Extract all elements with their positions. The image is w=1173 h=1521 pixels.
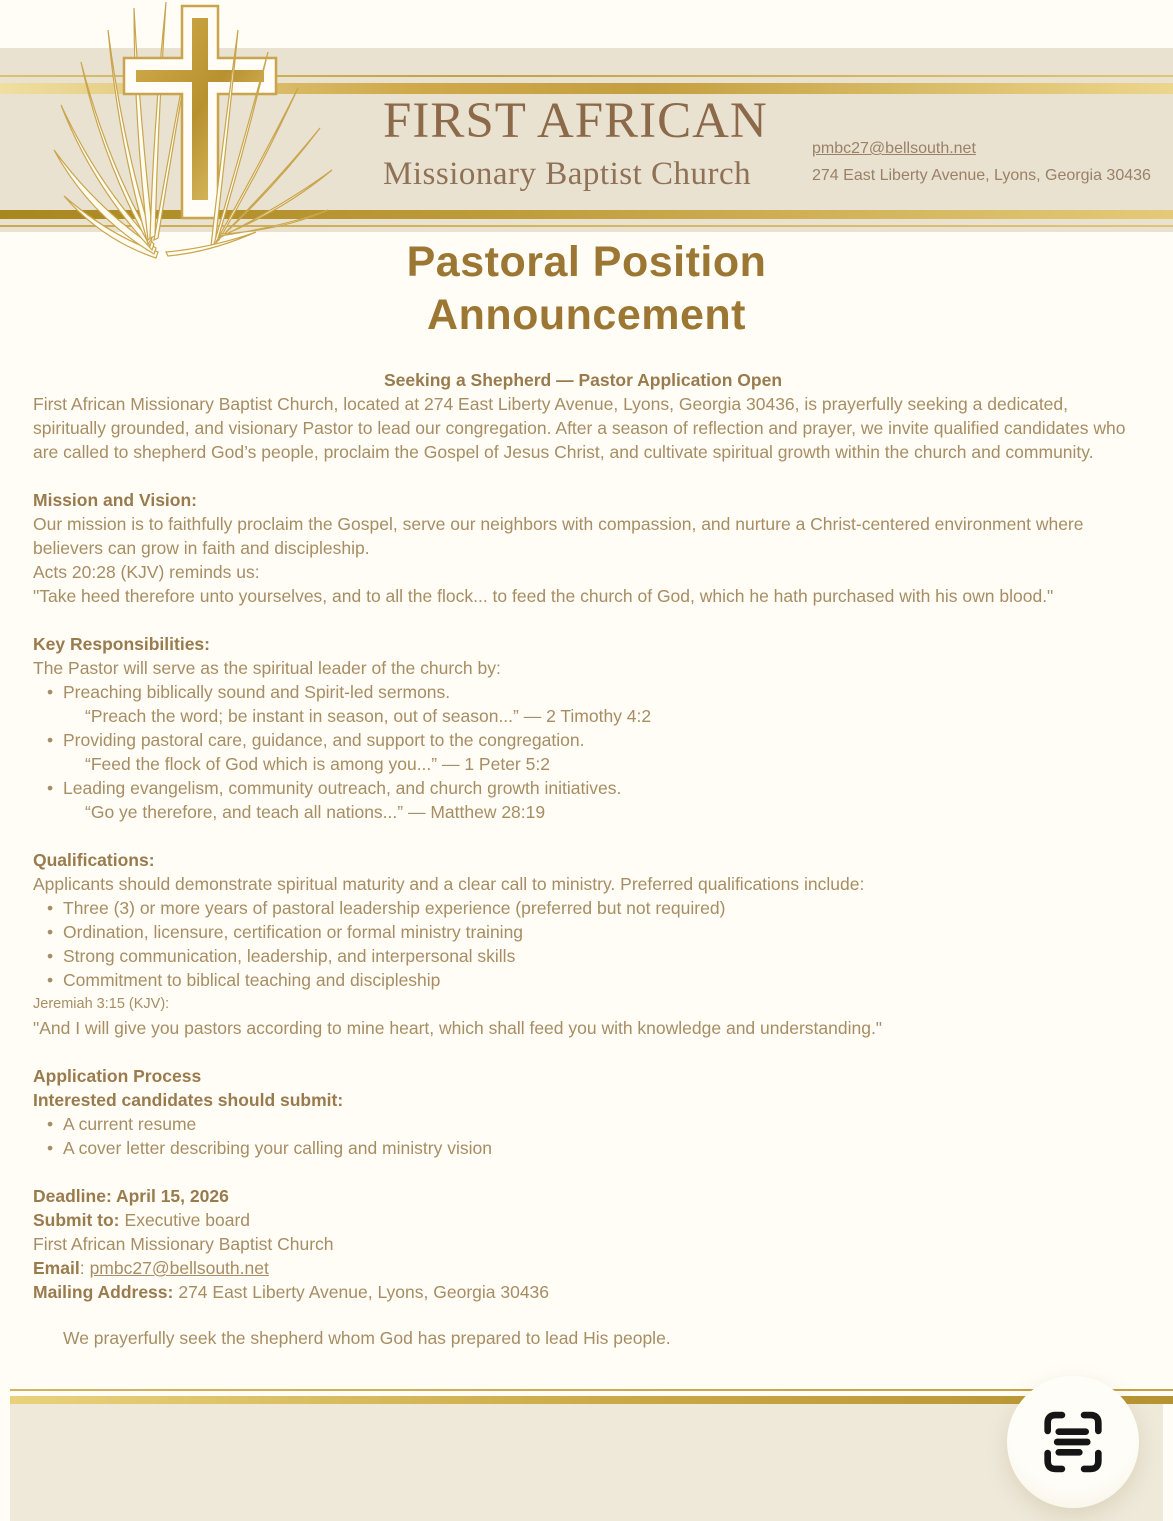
page-title-line1: Pastoral Position — [406, 238, 767, 286]
qualifications-intro: Applicants should demonstrate spiritual maturity and a clear call to ministry. Preferred qualifications include: — [33, 874, 865, 894]
responsibilities-intro: The Pastor will serve as the spiritual leader of the church by: — [33, 658, 501, 678]
responsibilities-list — [33, 680, 1133, 824]
mailing-line — [33, 1280, 1133, 1304]
submission-org-line: First African Missionary Baptist Church — [33, 1234, 334, 1254]
gold-divider-bottom-thick — [10, 1396, 1173, 1404]
mission-scripture-intro: Acts 20:28 (KJV) reminds us: — [33, 562, 260, 582]
gold-divider-bottom-thin — [10, 1389, 1173, 1391]
section-submission — [33, 1184, 1133, 1304]
list-item-quote: “Feed the flock of God which is among you...” — 1 Peter 5:2 — [85, 754, 550, 774]
qualifications-scripture: "And I will give you pastors according to mine heart, which shall feed you with knowledge and understanding." — [33, 1018, 883, 1038]
list-item — [33, 728, 1133, 776]
closing-line: We prayerfully seek the shepherd whom God has prepared to lead His people. — [63, 1328, 671, 1348]
list-item: • Strong communication, leadership, and interpersonal skills — [33, 944, 1133, 968]
intro-heading: Seeking a Shepherd — Pastor Application Open — [383, 370, 783, 390]
list-item: • Commitment to biblical teaching and discipleship — [33, 968, 1133, 992]
section-qualifications — [33, 848, 1133, 1040]
scan-document-icon — [1035, 1404, 1111, 1480]
page-title-line2: Announcement — [427, 291, 746, 339]
list-item-quote: “Preach the word; be instant in season, out of season...” — 2 Timothy 4:2 — [85, 706, 652, 726]
qualifications-list — [33, 896, 1133, 992]
responsibilities-heading: Key Responsibilities: — [33, 634, 210, 654]
list-item: • Three (3) or more years of pastoral leadership experience (preferred but not required) — [33, 896, 1133, 920]
church-logo — [6, 0, 336, 265]
mailing-label: Mailing Address: — [33, 1282, 174, 1302]
palm-cross-icon — [6, 0, 336, 260]
submission-email-link[interactable]: pmbc27@bellsouth.net — [89, 1258, 269, 1278]
intro-paragraph: First African Missionary Baptist Church, located at 274 East Liberty Avenue, Lyons, Georgia 30436, is prayerfully seeking a dedicated, spiritually grounded, and visionary Pastor to lead our congregation. After a season of reflection and prayer, we invite qualified candidates who are called to shepherd God’s people, proclaim the Gospel of Jesus Christ, and cultivate spiritual growth within the church and community. — [33, 394, 1126, 462]
email-label: Email — [33, 1258, 80, 1278]
deadline-line: Deadline: April 15, 2026 — [33, 1186, 229, 1206]
email-colon: : — [79, 1258, 85, 1278]
list-item-text: • Leading evangelism, community outreach, and church growth initiatives. — [63, 778, 622, 798]
list-item-quote: “Go ye therefore, and teach all nations...” — Matthew 28:19 — [85, 802, 546, 822]
submit-to-value: Executive board — [124, 1210, 251, 1230]
list-item — [33, 776, 1133, 824]
qualifications-scripture-intro: Jeremiah 3:15 (KJV): — [33, 996, 170, 1012]
mission-heading: Mission and Vision: — [33, 490, 198, 510]
mission-body: Our mission is to faithfully proclaim the Gospel, serve our neighbors with compassion, and nurture a Christ-centered environment where believers can grow in faith and discipleship. — [33, 514, 1084, 558]
list-item: • Ordination, licensure, certification or formal ministry training — [33, 920, 1133, 944]
submit-to-line — [33, 1208, 1133, 1232]
qualifications-heading: Qualifications: — [33, 850, 155, 870]
application-list — [33, 1112, 1133, 1160]
section-application — [33, 1064, 1133, 1160]
org-subtitle: Missionary Baptist Church — [383, 156, 752, 192]
application-subheading: Interested candidates should submit: — [33, 1090, 344, 1110]
scan-button[interactable] — [1007, 1376, 1139, 1508]
org-name-block — [383, 92, 768, 193]
email-line — [33, 1256, 1133, 1280]
application-heading: Application Process — [33, 1066, 202, 1086]
list-item: • A current resume — [33, 1112, 1133, 1136]
mailing-value: 274 East Liberty Avenue, Lyons, Georgia 30436 — [178, 1282, 550, 1302]
org-name: FIRST AFRICAN — [383, 93, 768, 149]
section-responsibilities — [33, 632, 1133, 824]
submit-to-label: Submit to: — [33, 1210, 120, 1230]
list-item-text: • Providing pastoral care, guidance, and support to the congregation. — [63, 730, 585, 750]
header-contact-block — [812, 140, 1151, 185]
list-item: • A cover letter describing your calling and ministry vision — [33, 1136, 1133, 1160]
section-mission — [33, 488, 1133, 608]
mission-scripture: "Take heed therefore unto yourselves, and to all the flock... to feed the church of God, which he hath purchased with his own blood." — [33, 586, 1054, 606]
list-item-text: • Preaching biblically sound and Spirit-led sermons. — [63, 682, 451, 702]
list-item — [33, 680, 1133, 728]
header-email-link[interactable]: pmbc27@bellsouth.net — [812, 140, 976, 157]
header-address: 274 East Liberty Avenue, Lyons, Georgia 30436 — [812, 167, 1151, 184]
document-body — [33, 368, 1133, 1350]
footer-band — [10, 1404, 1163, 1521]
